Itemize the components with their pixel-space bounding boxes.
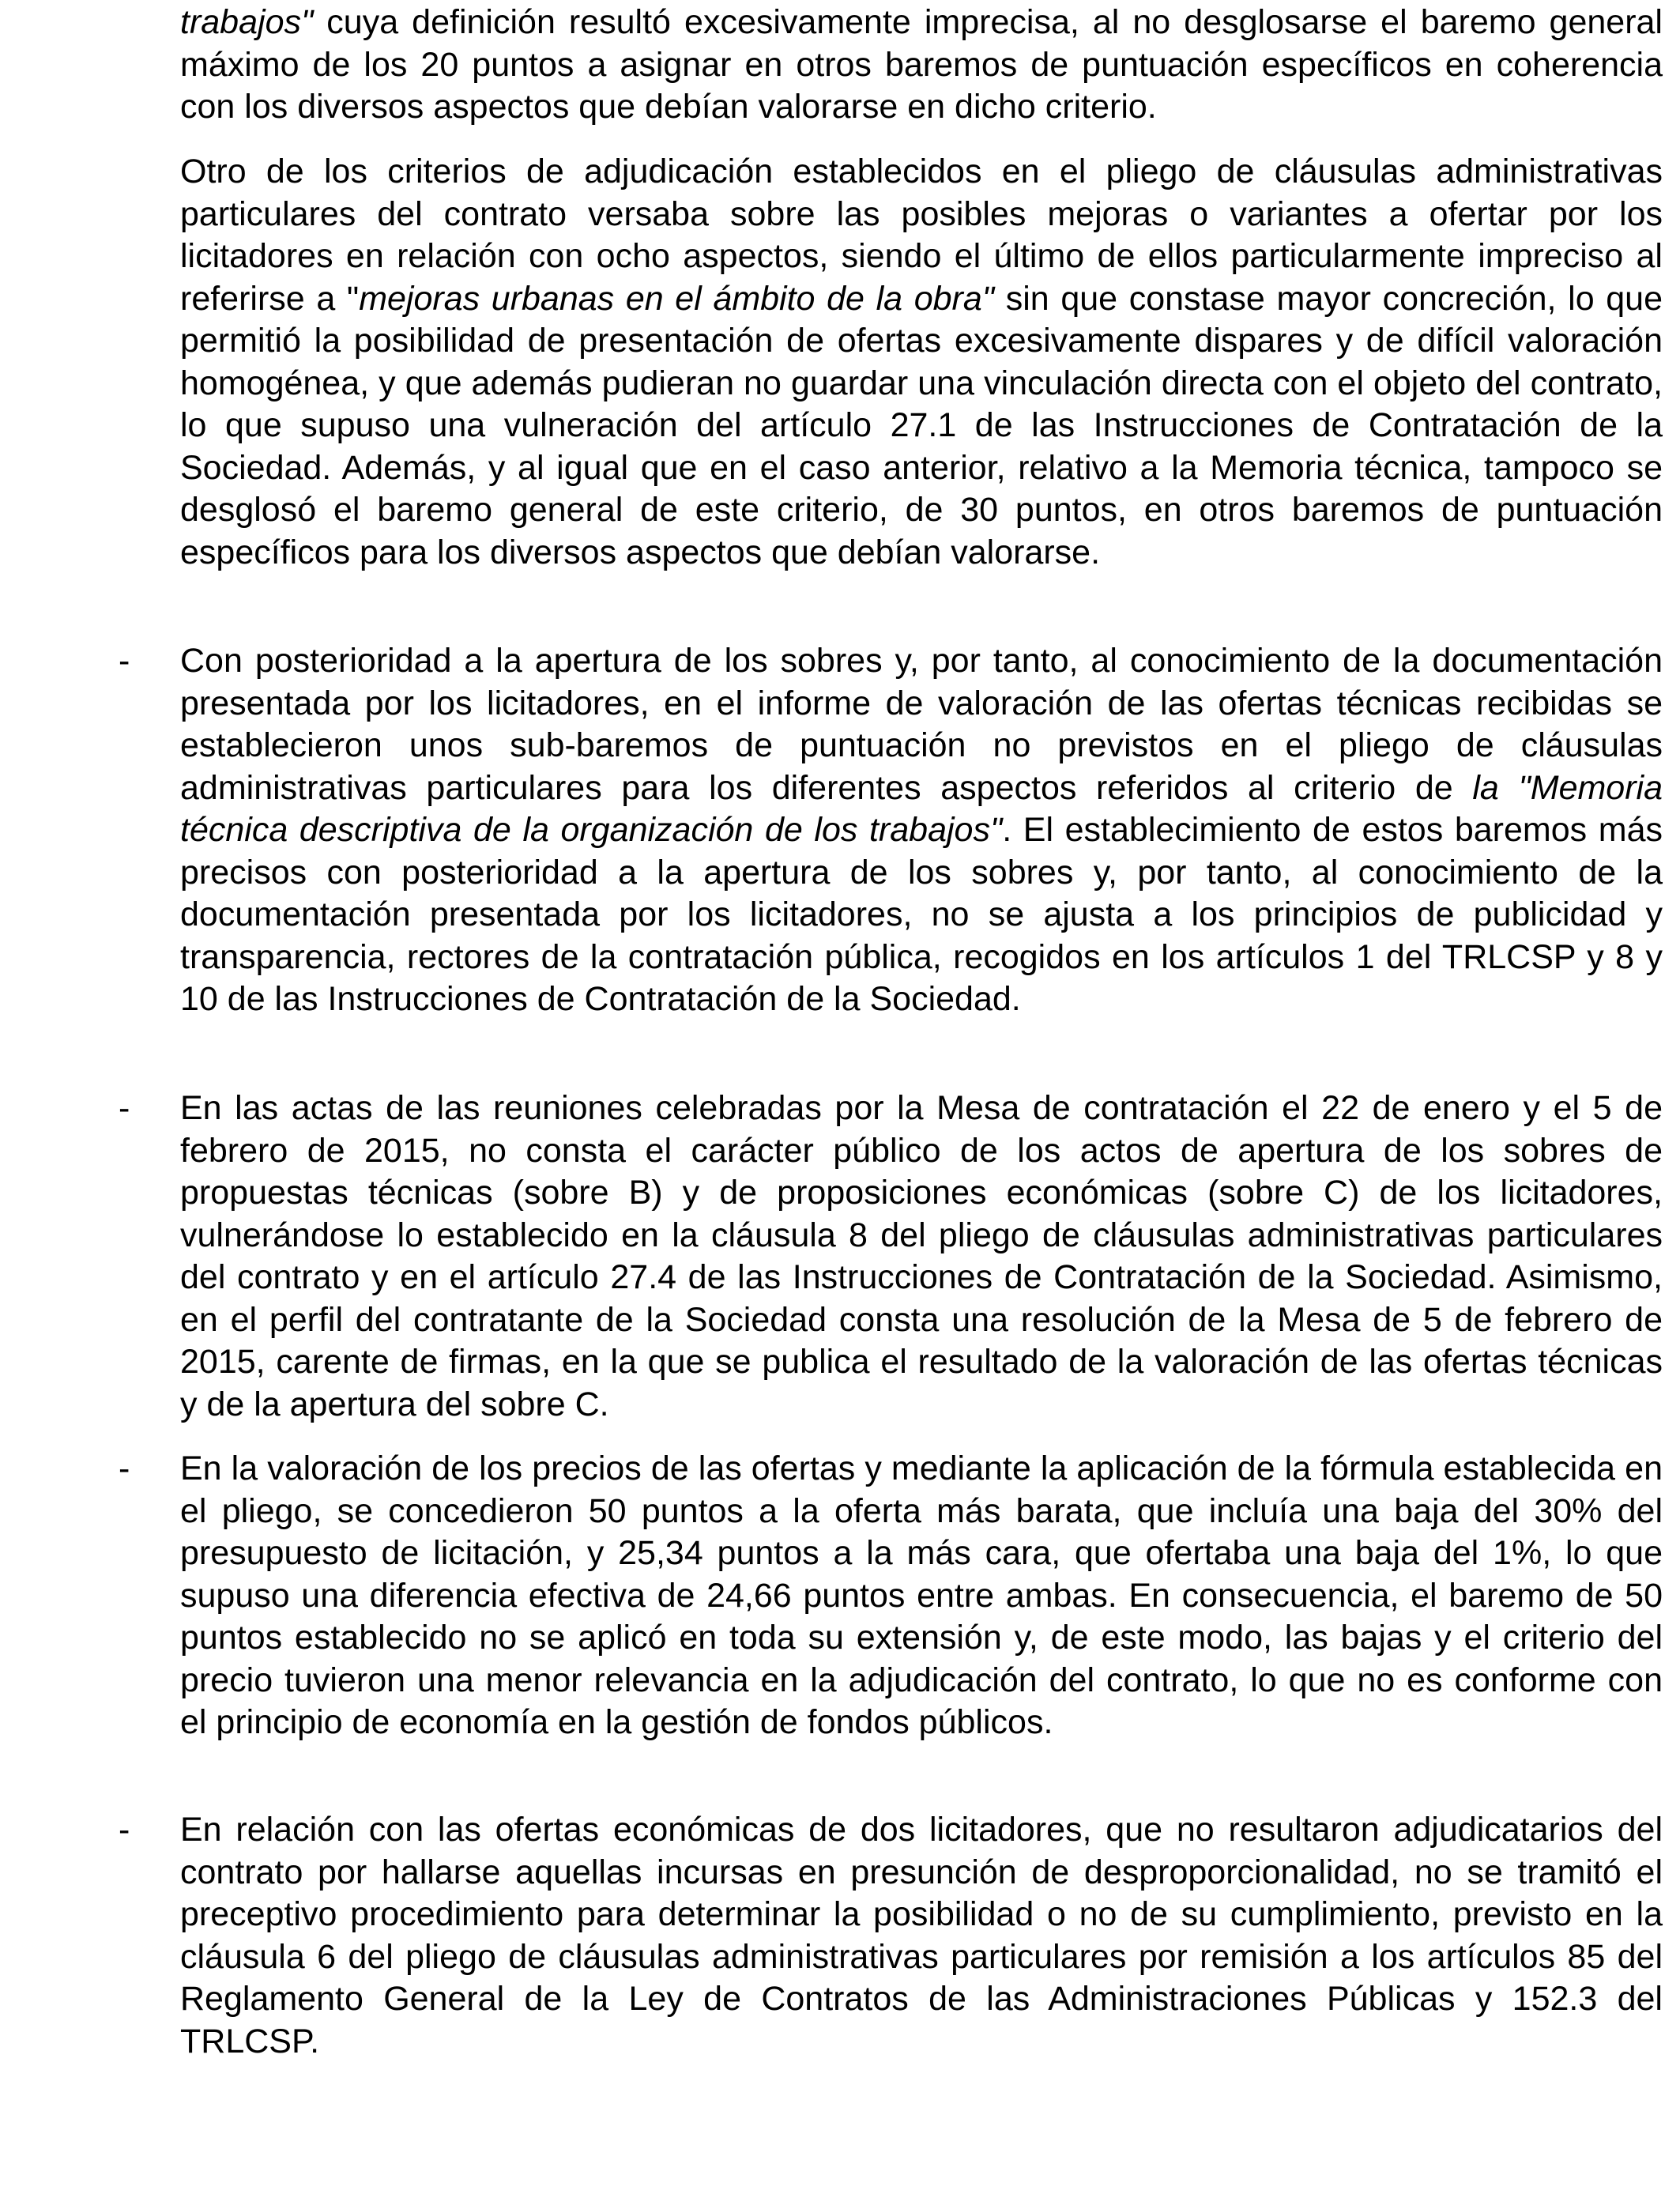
paragraph-memoria-tecnica-continuation — [180, 2, 1663, 129]
paragraph-text: En la valoración de los precios de las ofertas y mediante la aplicación de la fórmula establecida en el pliego, se concedieron 50 puntos a la oferta más barata, que incluía una baja del 30% del presupuesto de licitación, y 25,34 puntos a la más cara, que ofertaba una baja del 1%, lo que supuso una diferencia efectiva de 24,66 puntos entre ambas. En consecuencia, el baremo de 50 puntos establecido no se aplicó en toda su extensión y, de este modo, las bajas y el criterio del precio tuvieron una menor relevancia en la adjudicación del contrato, lo que no es conforme con el principio de economía en la gestión de fondos públicos. — [180, 1449, 1663, 1741]
paragraph-text-start: Otro de los criterios de adjudicación establecidos en el pliego de cláusulas administrativas particulares del contrato versaba sobre las posibles mejoras o variantes a ofertar por los licitadores en relación con ocho aspectos, siendo el último de ellos particularmente impreciso al referirse a " — [180, 153, 1663, 318]
list-bullet: - — [119, 1811, 130, 1849]
paragraph-mejoras-criterion — [180, 151, 1663, 574]
paragraph-text-end: . El establecimiento de estos baremos más precisos con posterioridad a la apertura de los sobres y, por tanto, al conocimiento de la documentación presentada por los licitadores, no se ajusta a los principios de publicidad y transparencia, rectores de la contratación pública, recogidos en los artículos 1 del TRLCSP y 8 y 10 de las Instrucciones de Contratación de la Sociedad. — [180, 811, 1663, 1018]
list-item-valoracion-precios — [180, 1448, 1663, 1744]
list-item-ofertas-desproporcionadas — [180, 1809, 1663, 2063]
list-item-actas-mesa — [180, 1088, 1663, 1426]
italic-quote: mejoras urbanas en el ámbito de la obra" — [359, 279, 995, 318]
paragraph-text: cuya definición resultó excesivamente imprecisa, al no desglosarse el baremo general máximo de los 20 puntos a asignar en otros baremos de puntuación específicos en coherencia con los diversos aspectos que debían valorarse en dicho criterio. — [180, 3, 1663, 126]
paragraph-text-start: Con posterioridad a la apertura de los sobres y, por tanto, al conocimiento de la documentación presentada por los licitadores, en el informe de valoración de las ofertas técnicas recibidas se establecieron unos sub-baremos de puntuación no previstos en el pliego de cláusulas administrativas particulares para los diferentes aspectos referidos al criterio de — [180, 642, 1663, 807]
paragraph-text-end: sin que constase mayor concreción, lo que permitió la posibilidad de presentación de ofertas excesivamente dispares y de difícil valoración homogénea, y que además pudieran no guardar una vinculación directa con el objeto del contrato, lo que supuso una vulneración del artículo 27.1 de las Instrucciones de Contratación de la Sociedad. Además, y al igual que en el caso anterior, relativo a la Memoria técnica, tampoco se desglosó el baremo general de este criterio, de 30 puntos, en otros baremos de puntuación específicos para los diversos aspectos que debían valorarse. — [180, 279, 1663, 571]
list-item-sub-baremos — [180, 640, 1663, 1021]
list-bullet: - — [119, 1089, 130, 1127]
list-bullet: - — [119, 642, 130, 680]
italic-quote: la "Memoria técnica descriptiva de la organización de los trabajos" — [180, 768, 1663, 849]
list-bullet: - — [119, 1449, 130, 1487]
paragraph-text: En relación con las ofertas económicas de dos licitadores, que no resultaron adjudicatarios del contrato por hallarse aquellas incursas en presunción de desproporcionalidad, no se tramitó el preceptivo procedimiento para determinar la posibilidad o no de su cumplimiento, previsto en la cláusula 6 del pliego de cláusulas administrativas particulares por remisión a los artículos 85 del Reglamento General de la Ley de Contratos de las Administraciones Públicas y 152.3 del TRLCSP. — [180, 1811, 1663, 2060]
paragraph-text: En las actas de las reuniones celebradas por la Mesa de contratación el 22 de enero y el 5 de febrero de 2015, no consta el carácter público de los actos de apertura de los sobres de propuestas técnicas (sobre B) y de proposiciones económicas (sobre C) de los licitadores, vulnerándose lo establecido en la cláusula 8 del pliego de cláusulas administrativas particulares del contrato y en el artículo 27.4 de las Instrucciones de Contratación de la Sociedad. Asimismo, en el perfil del contratante de la Sociedad consta una resolución de la Mesa de 5 de febrero de 2015, carente de firmas, en la que se publica el resultado de la valoración de las ofertas técnicas y de la apertura del sobre C. — [180, 1089, 1663, 1423]
italic-lead-text: trabajos" — [180, 3, 314, 41]
